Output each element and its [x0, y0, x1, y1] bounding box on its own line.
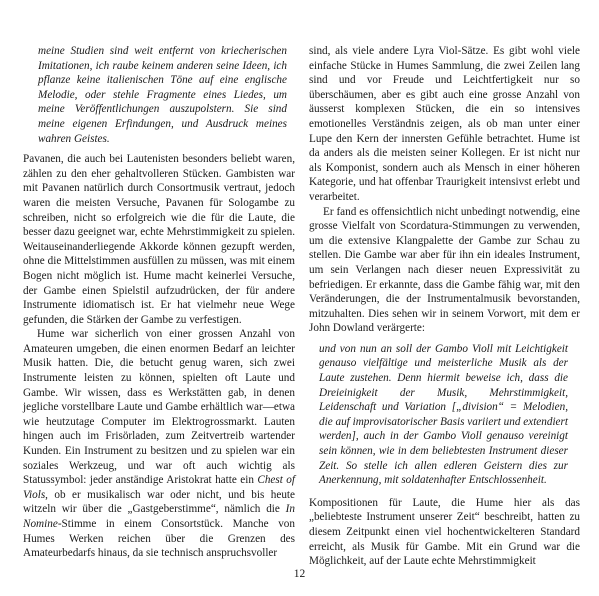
left-column [23, 44, 295, 561]
right-column [309, 44, 580, 569]
text-segment: Hume war sicherlich von einer grossen Anzahl von Amateuren umgeben, die einen enormen Bedarf an leichter Musik hatten. Die, die betucht genug waren, sich zwei Instrumente leisten zu können, spielten oft Laute und Gambe. Wir wissen, dass es Werkstätten gab, in denen jegliche vorstellbare Laute und Gambe erhältlich war—etwa wie heutzutage Computer im Elektrogrossmarkt. Lauten hingen auch im Frisörladen, zum Zeitvertreib wartender Kunden. Ein Instrument zu besitzen und zu spielen war ein soziales Werkzeug, und war oft auch wichtig als Statussymbol: jeder anständige Aristokrat hatte ein [23, 328, 295, 487]
page-number: 12 [293, 568, 306, 580]
paragraph-scordatura: Er fand es offensichtlich nicht unbedingt notwendig, eine grosse Vielfalt von Scordatura-Stimmungen zu verwenden, um die extensive Klangpalette der Gambe zur Schau zu stellen. Die Gambe war aber für ihn ein ideales Instrument, um sein Verlangen nach dieser neuen Expressivität zu befriedigen. Er erkannte, dass die Gambe fähig war, mit den Veränderungen, die der Instrumentalmusik bevorstanden, mitzuhalten. Dies sehen wir in seinem Vorwort, mit dem er John Dowland verärgerte: [309, 205, 580, 335]
italic-in-nomine: In Nomine [23, 503, 295, 530]
paragraph-lyra-viol: sind, als viele andere Lyra Viol-Sätze. Es gibt wohl viele einfache Stücke in Humes Sammlung, die zwei Zeilen lang sind und vor Freude und Leichtfertigkeit nur so überschäumen, aber es gibt auch eine grosse Anzahl von äusserst komplexen Stücken, die ein so intensives emotionelles Verständnis zeigen, als ob man unter einer Lupe den Kern der innersten Gefühle betrachtet. Hume ist da anders als die meisten seiner Kollegen. Er ist nicht nur als Komponist, sondern auch als Mensch in einer höheren Kategorie, und hat offenbar Traurigkeit intensivst erlebt und verarbeitet. [309, 45, 580, 203]
paragraph-kompositionen: Kompositionen für Laute, die Hume hier als das „beliebteste Instrument unserer Zeit“ beschreibt, hatten zu diesem Zeitpunkt einen viel hochentwickelteren Standard erreicht, als Musik für Gambe. Mit ein Grund war die Möglichkeit, auf der Laute echte Mehrstimmigkeit [309, 496, 580, 568]
text-segment: , ob er musikalisch war oder nicht, und bis heute witzeln wir über die „Gastgeberstimme“, nämlich die [23, 488, 295, 516]
paragraph-pavanen: Pavanen, die auch bei Lautenisten besonders beliebt waren, zählen zu den eher gehaltvolleren Stücken. Gambisten war mit Pavanen natürlich durch Consortmusik vertraut, jedoch waren die meisten Versuche, Pavanen für Sologambe zu schreiben, nicht so erfolgreich wie die für die Laute, die besser dazu geeignet war, echte Mehrstimmigkeit zu spielen. Weitauseinanderliegende Akkorde können gezupft werden, ohne die Mittelstimmen ausfüllen zu müssen, was mit einem Bogen nicht möglich ist. Hume macht keinerlei Versuche, der Gambe einen Spielstil aufzudrücken, der für andere Instrumente idiomatisch ist. Er hat vielmehr neue Wege gefunden, die Stärken der Gambe zu verfestigen. [23, 153, 295, 326]
hume-quote-2: und von nun an soll der Gambo Violl mit Leichtigkeit genauso vielfältige und meisterliche Musik als der Laute zustehen. Denn hiermit beweise ich, dass die Dreieinigkeit der Musik, Mehrstimmigkeit, Leidenschaft und Variation [„division“ = Melodien, die auf improvisatorischer Basis variiert und extendiert werden], auch in der Gambo Violl genauso vereinigt sein können, wie in dem beliebtesten Instrument dieser Zeit. So stelle ich allen edleren Geistern dies zur Anerkennung, mit soldatenhafter Entschlossenheit. [319, 342, 568, 487]
hume-quote-1: meine Studien sind weit entfernt von kriecherischen Imitationen, ich raube keinem anderen seine Ideen, ich pflanze keine italienischen Töne auf eine englische Melodie, oder stehle Fragmente eines Liedes, um meine Veröffentlichungen auszupolstern. Sie sind meine eigenen Erfindungen, und Ausdruck meines wahren Geistes. [38, 45, 287, 145]
paragraph-amateure [23, 327, 295, 561]
text-segment: -Stimme in einem Consortstück. Manche von Humes Werken reichen über die Grenzen des Amateurbedarfs hinaus, da sie technisch anspruchsvoller [23, 518, 295, 560]
italic-chest-of-viols: Chest of Viols [23, 474, 295, 501]
